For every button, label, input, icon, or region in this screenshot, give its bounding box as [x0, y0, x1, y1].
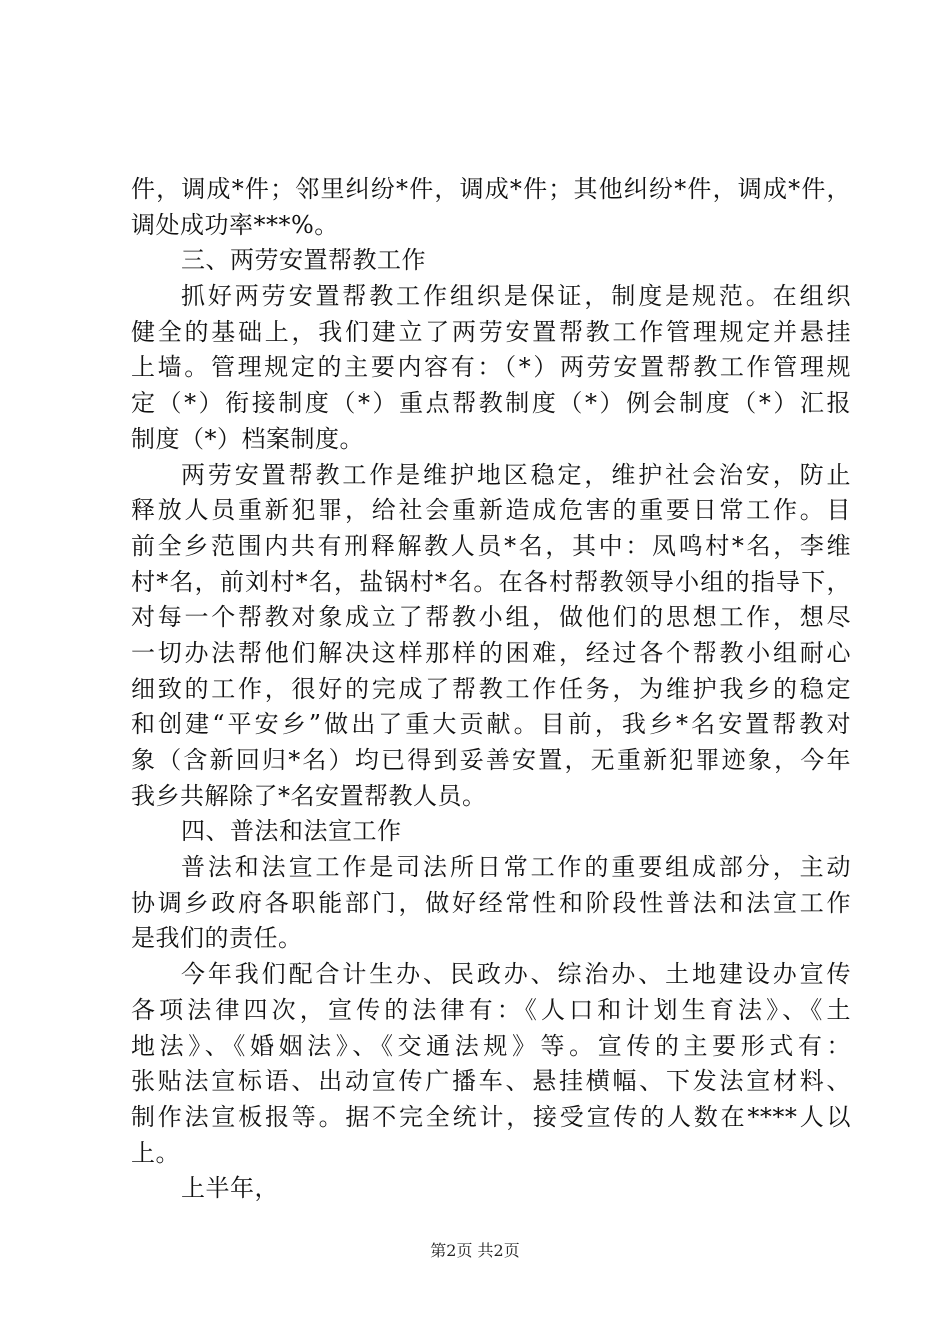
text-line: 是我们的责任。 — [131, 924, 303, 953]
text-line: 定（*）衔接制度（*）重点帮教制度（*）例会制度（*）汇报 — [131, 389, 851, 418]
text-line: 调处成功率***%。 — [131, 210, 339, 239]
document-body — [131, 172, 851, 1207]
text-line: 今年我们配合计生办、民政办、综治办、土地建设办宣传 — [181, 960, 851, 989]
text-line: 张贴法宣标语、出动宣传广播车、悬挂横幅、下发法宣材料、 — [131, 1067, 851, 1096]
text-line: 和创建“平安乡”做出了重大贡献。目前，我乡*名安置帮教对 — [131, 710, 851, 739]
text-line: 两劳安置帮教工作是维护地区稳定，维护社会治安，防止 — [181, 460, 851, 489]
text-line: 件，调成*件；邻里纠纷*件，调成*件；其他纠纷*件，调成*件， — [131, 175, 851, 203]
text-line: 制作法宣板报等。据不完全统计，接受宣传的人数在****人以 — [131, 1102, 851, 1131]
text-line: 一切办法帮他们解决这样那样的困难，经过各个帮教小组耐心 — [131, 638, 851, 667]
text-line: 上。 — [131, 1138, 180, 1167]
section-heading: 三、两劳安置帮教工作 — [181, 246, 426, 275]
page-footer: 第2页 共2页 — [430, 1241, 520, 1260]
section-heading: 四、普法和法宣工作 — [181, 817, 402, 846]
text-line: 象（含新回归*名）均已得到妥善安置，无重新犯罪迹象，今年 — [131, 746, 851, 774]
text-line: 前全乡范围内共有刑释解教人员*名，其中：凤鸣村*名，李维 — [131, 531, 851, 560]
text-line: 健全的基础上，我们建立了两劳安置帮教工作管理规定并悬挂 — [131, 317, 851, 346]
text-line: 对每一个帮教对象成立了帮教小组，做他们的思想工作，想尽 — [131, 603, 851, 632]
text-line: 释放人员重新犯罪，给社会重新造成危害的重要日常工作。目 — [131, 496, 851, 525]
text-line: 协调乡政府各职能部门，做好经常性和阶段性普法和法宣工作 — [131, 888, 851, 917]
text-line: 我乡共解除了*名安置帮教人员。 — [131, 781, 487, 810]
text-line: 细致的工作，很好的完成了帮教工作任务，为维护我乡的稳定 — [131, 674, 851, 703]
text-line: 村*名，前刘村*名，盐锅村*名。在各村帮教领导小组的指导下， — [131, 567, 851, 596]
text-line: 各项法律四次，宣传的法律有：《人口和计划生育法》、《土 — [131, 995, 851, 1024]
text-line: 抓好两劳安置帮教工作组织是保证，制度是规范。在组织 — [181, 282, 851, 311]
text-line: 上墙。管理规定的主要内容有：（*）两劳安置帮教工作管理规 — [131, 353, 851, 382]
text-line: 地法》、《婚姻法》、《交通法规》等。宣传的主要形式有： — [131, 1031, 851, 1060]
text-line: 普法和法宣工作是司法所日常工作的重要组成部分，主动 — [181, 853, 851, 882]
text-line: 制度（*）档案制度。 — [131, 424, 364, 453]
text-line: 上半年， — [181, 1174, 279, 1203]
